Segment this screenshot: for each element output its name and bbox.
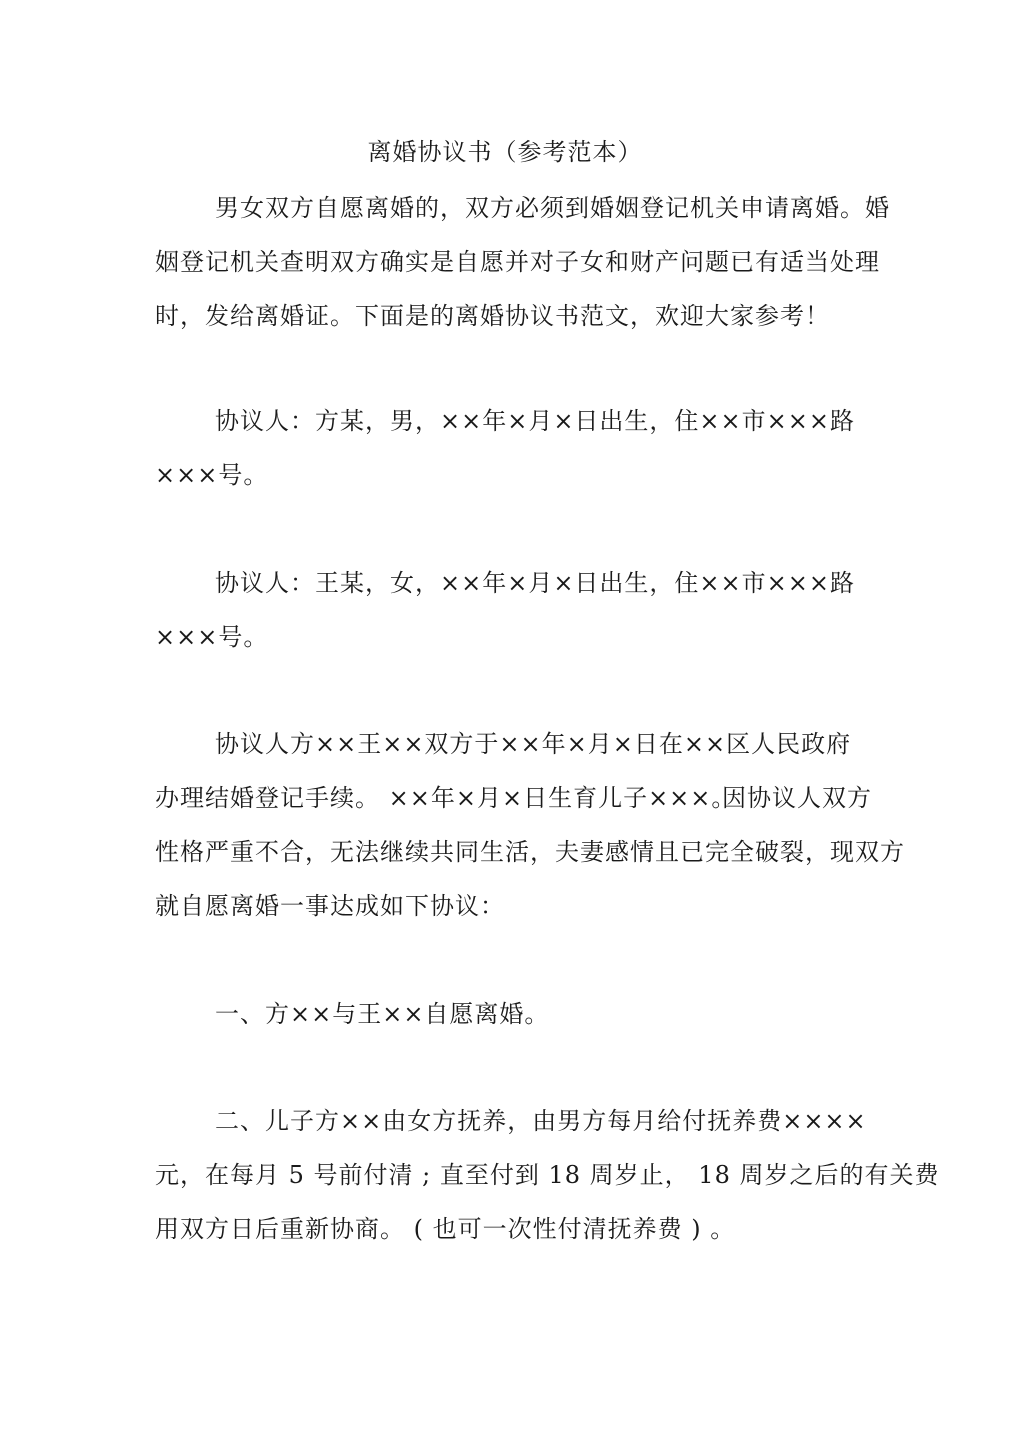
clause1-line-1: 一、方××与王××自愿离婚。 (215, 1000, 550, 1028)
clause2-line-1: 二、儿子方××由女方抚养，由男方每月给付抚养费×××× (215, 1107, 867, 1135)
document-title: 离婚协议书（参考范本） (367, 138, 643, 166)
intro-line-2: 姻登记机关查明双方确实是自愿并对子女和财产问题已有适当处理 (155, 248, 880, 276)
background-line-1: 协议人方××王××双方于××年×月×日在××区人民政府 (215, 730, 852, 758)
party2-line-1: 协议人：王某，女，××年×月×日出生，住××市×××路 (215, 569, 855, 597)
background-line-3: 性格严重不合，无法继续共同生活，夫妻感情且已完全破裂，现双方 (155, 838, 905, 866)
background-line-2a: 办理结婚登记手续。 ××年×月×日生育儿子×××。 (155, 784, 737, 812)
intro-line-3: 时，发给离婚证。下面是的离婚协议书范文，欢迎大家参考！ (155, 302, 830, 330)
intro-line-1: 男女双方自愿离婚的，双方必须到婚姻登记机关申请离婚。婚 (215, 194, 890, 222)
party2-line-2: ×××号。 (155, 623, 269, 651)
party1-line-2: ×××号。 (155, 461, 269, 489)
party1-line-1: 协议人：方某，男，××年×月×日出生，住××市×××路 (215, 407, 855, 435)
background-line-2b: 因协议人双方 (722, 784, 872, 812)
clause2-line-2: 元，在每月 5 号前付清 ; 直至付到 18 周岁止， 18 周岁之后的有关费 (155, 1161, 940, 1189)
background-line-4: 就自愿离婚一事达成如下协议： (155, 892, 505, 920)
clause2-line-3: 用双方日后重新协商。 ( 也可一次性付清抚养费 ) 。 (155, 1215, 736, 1243)
